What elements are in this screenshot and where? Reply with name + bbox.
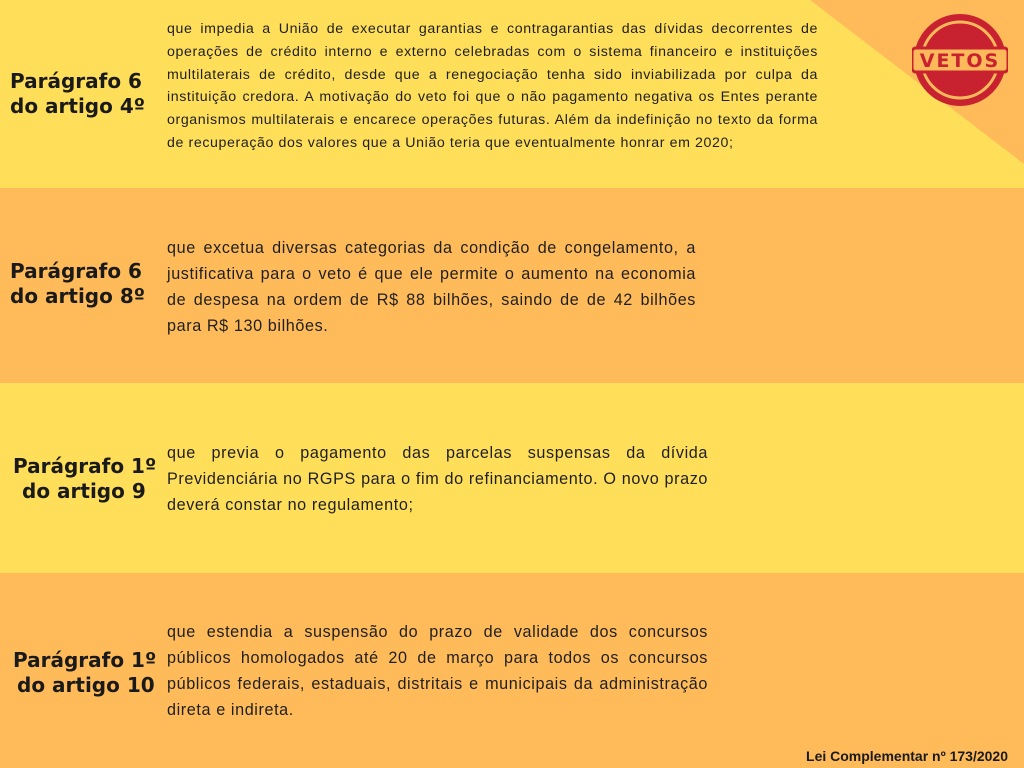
heading-line: do artigo 8º (10, 284, 146, 308)
heading-line: do artigo 4º (10, 94, 146, 118)
footer-law-reference: Lei Complementar nº 173/2020 (806, 748, 1008, 764)
section-text-4: que estendia a suspensão do prazo de validade dos concursos públicos homologados até 20 de março para todos os concursos públicos federais, estaduais, distritais e municipais da administração direta e indireta. (167, 623, 708, 719)
logo-text: VETOS (919, 50, 1001, 72)
section-heading-2 (10, 259, 145, 309)
heading-line: Parágrafo 6 (10, 69, 142, 93)
section-heading-1 (10, 69, 145, 119)
section-text-2: que excetua diversas categorias da condição de congelamento, a justificativa para o veto é que ele permite o aumento na economia de despesa na ordem de R$ 88 bilhões, saindo de de 42 bilhões para R$ 130 bilhões. (167, 239, 696, 335)
heading-line: do artigo 10 (17, 673, 155, 697)
section-heading-4 (13, 648, 156, 698)
section-heading-3 (13, 454, 156, 504)
section-text-1: que impedia a União de executar garantias e contragarantias das dívidas decorrentes de operações de crédito interno e externo celebradas com o sistema financeiro e instituições multilaterais de crédito, desde que a renegociação tenha sido inviabilizada por culpa da instituição credora. A motivação do veto foi que o não pagamento negativa os Entes perante organismos multilaterais e encarece operações futuras. Além da indefinição no texto da forma de recuperação dos valores que a União teria que eventualmente honrar em 2020; (167, 21, 818, 151)
heading-line: Parágrafo 1º (13, 454, 157, 478)
heading-line: Parágrafo 6 (10, 259, 142, 283)
vetos-logo (912, 12, 1008, 108)
heading-line: do artigo 9 (22, 479, 146, 503)
section-text-3: que previa o pagamento das parcelas suspensas da dívida Previdenciária no RGPS para o fim do refinanciamento. O novo prazo deverá constar no regulamento; (167, 444, 708, 514)
heading-line: Parágrafo 1º (13, 648, 157, 672)
